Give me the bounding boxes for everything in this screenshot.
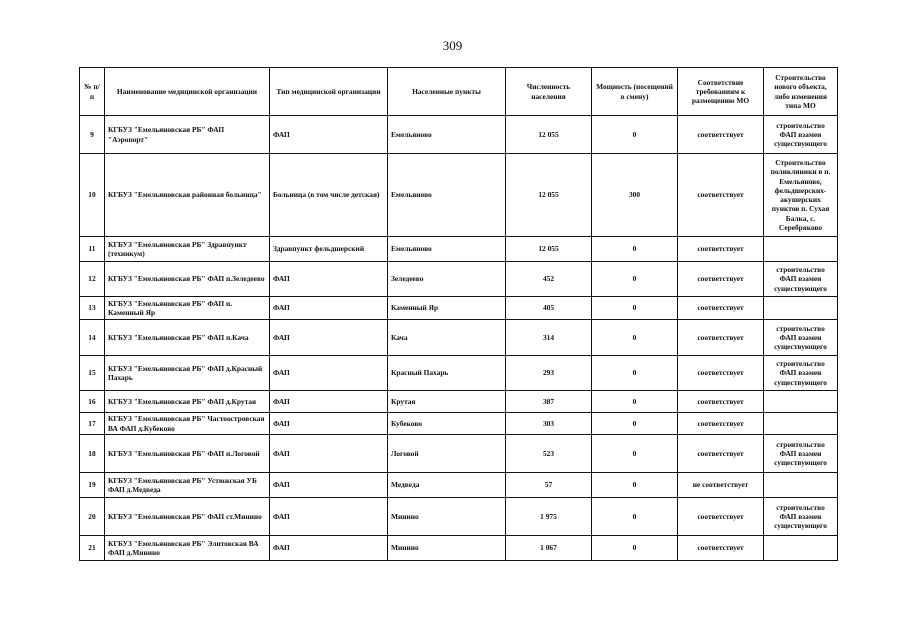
cell-construction xyxy=(764,297,838,320)
cell-name: КГБУЗ "Емельяновская РБ" ФАП п. Каменный Яр xyxy=(105,297,270,320)
cell-capacity: 0 xyxy=(592,320,678,356)
cell-num: 14 xyxy=(80,320,105,356)
cell-name: КГБУЗ "Емельяновская районная больница" xyxy=(105,154,270,237)
cell-type: ФАП xyxy=(270,297,388,320)
header-construction: Строительство нового объекта, либо изменения типа МО xyxy=(764,68,838,116)
cell-name: КГБУЗ "Емельяновская РБ" ФАП д.Красный Пахарь xyxy=(105,356,270,391)
header-type: Тип медицинской организации xyxy=(270,68,388,116)
cell-type: ФАП xyxy=(270,536,388,561)
cell-num: 19 xyxy=(80,473,105,498)
table-row xyxy=(80,391,838,413)
cell-place: Зеледеево xyxy=(388,262,506,297)
cell-name: КГБУЗ "Емельяновская РБ" Устюжская УБ ФАП д.Медведа xyxy=(105,473,270,498)
cell-place: Кубеково xyxy=(388,413,506,435)
table-row xyxy=(80,498,838,536)
cell-compliance: соответствует xyxy=(678,297,764,320)
cell-construction xyxy=(764,391,838,413)
cell-num: 11 xyxy=(80,237,105,262)
cell-name: КГБУЗ "Емельяновская РБ" ФАП д.Крутая xyxy=(105,391,270,413)
table-row xyxy=(80,356,838,391)
cell-capacity: 0 xyxy=(592,435,678,473)
cell-type: ФАП xyxy=(270,356,388,391)
cell-capacity: 0 xyxy=(592,413,678,435)
cell-construction: строительство ФАП взамен существующего xyxy=(764,435,838,473)
cell-capacity: 0 xyxy=(592,536,678,561)
table-header xyxy=(80,68,838,116)
cell-population: 1 975 xyxy=(506,498,592,536)
header-compliance: Соответствие требованиям к размещению МО xyxy=(678,68,764,116)
cell-compliance: соответствует xyxy=(678,262,764,297)
cell-construction xyxy=(764,536,838,561)
cell-compliance: соответствует xyxy=(678,154,764,237)
page-number: 309 xyxy=(442,38,463,53)
cell-construction: строительство ФАП взамен существующего xyxy=(764,356,838,391)
cell-place: Каменный Яр xyxy=(388,297,506,320)
cell-type: ФАП xyxy=(270,320,388,356)
table-row xyxy=(80,262,838,297)
cell-construction: строительство ФАП взамен существующего xyxy=(764,262,838,297)
table-body xyxy=(80,116,838,561)
cell-num: 16 xyxy=(80,391,105,413)
cell-population: 12 055 xyxy=(506,154,592,237)
cell-num: 9 xyxy=(80,116,105,154)
cell-name: КГБУЗ "Емельяновская РБ" ФАП п.Зеледеево xyxy=(105,262,270,297)
cell-compliance: соответствует xyxy=(678,237,764,262)
cell-compliance: соответствует xyxy=(678,391,764,413)
cell-population: 314 xyxy=(506,320,592,356)
cell-place: Минино xyxy=(388,536,506,561)
cell-population: 452 xyxy=(506,262,592,297)
cell-capacity: 0 xyxy=(592,116,678,154)
cell-population: 405 xyxy=(506,297,592,320)
cell-capacity: 0 xyxy=(592,356,678,391)
cell-construction xyxy=(764,413,838,435)
table-row xyxy=(80,413,838,435)
cell-construction: строительство ФАП взамен существующего xyxy=(764,498,838,536)
header-name: Наименование медицинской организации xyxy=(105,68,270,116)
cell-num: 12 xyxy=(80,262,105,297)
cell-population: 57 xyxy=(506,473,592,498)
table-row xyxy=(80,320,838,356)
cell-type: ФАП xyxy=(270,391,388,413)
cell-capacity: 0 xyxy=(592,237,678,262)
cell-name: КГБУЗ "Емельяновская РБ" Здравпункт (техникум) xyxy=(105,237,270,262)
cell-name: КГБУЗ "Емельяновская РБ" ФАП ст.Минино xyxy=(105,498,270,536)
cell-type: ФАП xyxy=(270,413,388,435)
cell-population: 293 xyxy=(506,356,592,391)
cell-type: ФАП xyxy=(270,473,388,498)
cell-compliance: соответствует xyxy=(678,356,764,391)
cell-num: 10 xyxy=(80,154,105,237)
cell-place: Медведа xyxy=(388,473,506,498)
cell-name: КГБУЗ "Емельяновская РБ" ФАП п.Логовой xyxy=(105,435,270,473)
table-row xyxy=(80,473,838,498)
cell-capacity: 0 xyxy=(592,498,678,536)
cell-name: КГБУЗ "Емельяновская РБ" Элитовская ВА ФАП д.Минино xyxy=(105,536,270,561)
table-row xyxy=(80,116,838,154)
cell-place: Крутая xyxy=(388,391,506,413)
cell-type: ФАП xyxy=(270,435,388,473)
cell-compliance: соответствует xyxy=(678,536,764,561)
cell-compliance: соответствует xyxy=(678,435,764,473)
cell-place: Логовой xyxy=(388,435,506,473)
header-num: № п/п xyxy=(80,68,105,116)
cell-compliance: соответствует xyxy=(678,498,764,536)
cell-capacity: 0 xyxy=(592,391,678,413)
cell-place: Кача xyxy=(388,320,506,356)
table-row xyxy=(80,237,838,262)
table-row xyxy=(80,154,838,237)
cell-compliance: соответствует xyxy=(678,413,764,435)
cell-num: 20 xyxy=(80,498,105,536)
cell-num: 15 xyxy=(80,356,105,391)
table-row xyxy=(80,297,838,320)
cell-name: КГБУЗ "Емельяновская РБ" ФАП п.Кача xyxy=(105,320,270,356)
table-row xyxy=(80,536,838,561)
cell-capacity: 0 xyxy=(592,473,678,498)
cell-population: 12 055 xyxy=(506,237,592,262)
header-population: Численность населения xyxy=(506,68,592,116)
table-row xyxy=(80,435,838,473)
cell-num: 18 xyxy=(80,435,105,473)
cell-population: 12 055 xyxy=(506,116,592,154)
cell-compliance: соответствует xyxy=(678,116,764,154)
cell-num: 21 xyxy=(80,536,105,561)
cell-name: КГБУЗ "Емельяновская РБ" ФАП "Аэропорт" xyxy=(105,116,270,154)
cell-construction: строительство ФАП взамен существующего xyxy=(764,116,838,154)
cell-construction xyxy=(764,473,838,498)
header-capacity: Мощность (посещений в смену) xyxy=(592,68,678,116)
cell-place: Минино xyxy=(388,498,506,536)
cell-compliance: соответствует xyxy=(678,320,764,356)
cell-num: 13 xyxy=(80,297,105,320)
cell-compliance: не соответствует xyxy=(678,473,764,498)
cell-capacity: 300 xyxy=(592,154,678,237)
cell-population: 1 067 xyxy=(506,536,592,561)
cell-type: Больница (в том числе детская) xyxy=(270,154,388,237)
cell-place: Емельяново xyxy=(388,116,506,154)
cell-type: ФАП xyxy=(270,498,388,536)
facilities-table xyxy=(79,67,838,561)
cell-name: КГБУЗ "Емельяновская РБ" Частоостровская ВА ФАП д.Кубеково xyxy=(105,413,270,435)
cell-construction: Строительство поликлиники в п. Емельяново, фельдшерских-акушерских пунктов п. Сухая Балка, с. Серебряково xyxy=(764,154,838,237)
cell-place: Емельяново xyxy=(388,237,506,262)
cell-capacity: 0 xyxy=(592,262,678,297)
cell-type: ФАП xyxy=(270,116,388,154)
cell-population: 523 xyxy=(506,435,592,473)
header-place: Населенные пункты xyxy=(388,68,506,116)
cell-place: Емельяново xyxy=(388,154,506,237)
cell-construction: строительство ФАП взамен существующего xyxy=(764,320,838,356)
cell-num: 17 xyxy=(80,413,105,435)
cell-population: 387 xyxy=(506,391,592,413)
cell-construction xyxy=(764,237,838,262)
cell-type: Здравпункт фельдшерский xyxy=(270,237,388,262)
cell-type: ФАП xyxy=(270,262,388,297)
cell-place: Красный Пахарь xyxy=(388,356,506,391)
cell-capacity: 0 xyxy=(592,297,678,320)
cell-population: 303 xyxy=(506,413,592,435)
